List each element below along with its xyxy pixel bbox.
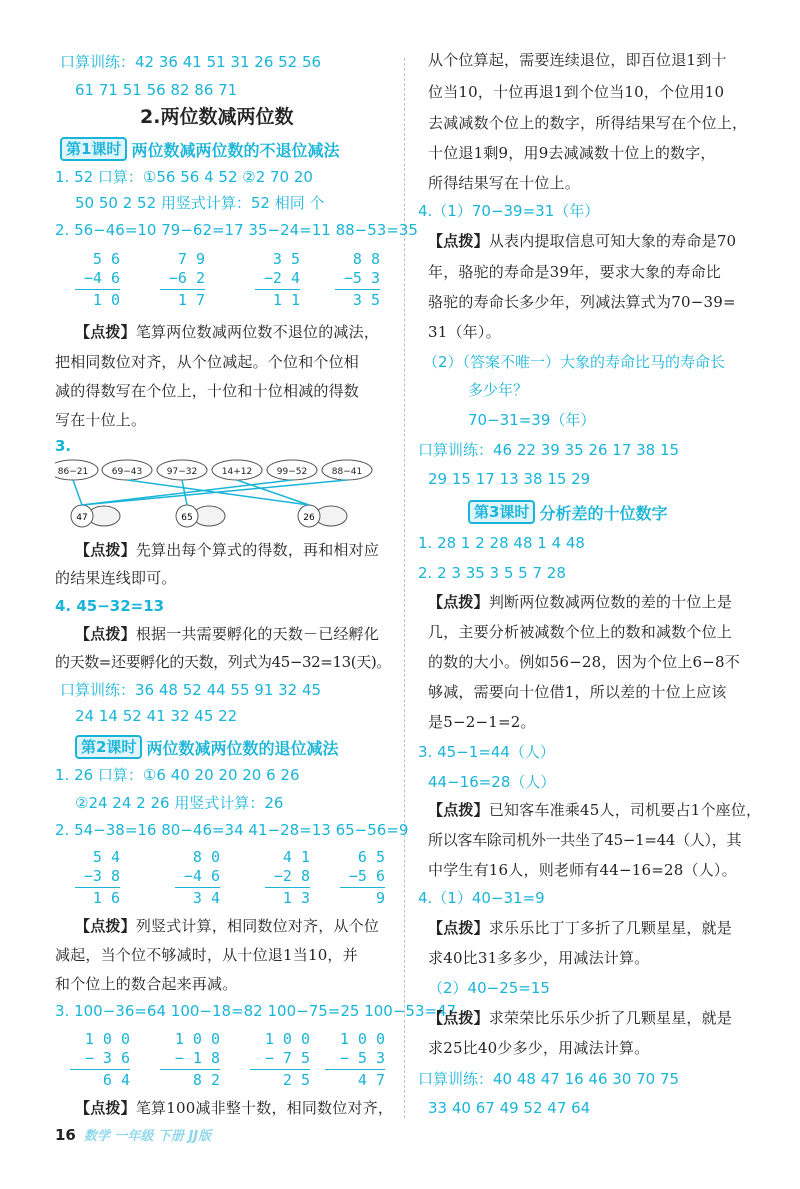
tip-line: 几，主要分析被减数个位上的数和减数个位上 [428, 623, 733, 641]
tip-line: 骆驼的寿命长多少年，列减法算式为70−39= [428, 293, 736, 311]
vertical-calculation [70, 1030, 130, 1090]
result-line [70, 1069, 130, 1070]
answer-line: 44−16=28（人） [428, 773, 556, 791]
answer-line: 1. 52 口算：①56 56 4 52 ②2 70 20 [55, 168, 313, 186]
vertical-row: 3 5 [352, 291, 380, 309]
oral-practice-line: 口算训练：46 22 39 35 26 17 38 15 [418, 441, 680, 459]
vertical-row: 6 4 [102, 1071, 130, 1089]
vertical-row: −4 6 [183, 867, 220, 885]
result-line [160, 289, 205, 290]
result-line [75, 289, 120, 290]
answer-line: ②24 24 2 26 用竖式计算：26 [75, 794, 284, 812]
footer-brand: 数学 一年级 下册 JJ版 [83, 1129, 212, 1144]
result-line [75, 887, 120, 888]
vertical-calculation [325, 1030, 385, 1090]
vertical-row: 1 7 [177, 291, 205, 309]
oral-practice-line: 口算训练：42 36 41 51 31 26 52 56 [60, 53, 322, 71]
tip-line: 是5−2−1=2。 [428, 713, 536, 731]
tip-line: 把相同数位对齐，从个位减起。个位和个位相 [55, 353, 360, 371]
tip-line: 的天数=还要孵化的天数，列式为45−32=13(天)。 [55, 653, 391, 671]
expression-label: 88−41 [331, 467, 363, 477]
result-line [325, 1069, 385, 1070]
tip-line: 【点拨】先算出每个算式的得数，再和相对应 [75, 541, 380, 559]
frog-number: 26 [303, 513, 315, 523]
frog-answer [71, 505, 120, 527]
result-line [255, 289, 300, 290]
vertical-row: 5 6 [92, 250, 120, 268]
tip-line: 写在十位上。 [55, 411, 147, 429]
tip-line: 和个位上的数合起来再减。 [55, 975, 238, 993]
oral-practice-line: 29 15 17 13 38 15 29 [428, 470, 591, 488]
result-line [175, 887, 220, 888]
page-footer [55, 1125, 211, 1144]
answer-line: 1. 28 1 2 28 48 1 4 48 [418, 534, 585, 552]
vertical-row: 8 8 [352, 250, 380, 268]
expression-label: 69−43 [111, 467, 143, 477]
match-line [237, 480, 309, 505]
question-number: 3. [55, 437, 72, 455]
lesson-badge: 第1课时 [60, 137, 127, 161]
answer-line: 2. 54−38=16 80−46=34 41−28=13 65−56=9 [55, 821, 409, 839]
page-number: 16 [55, 1125, 76, 1144]
oral-practice-line: 24 14 52 41 32 45 22 [75, 707, 238, 725]
answer-line: 1. 26 口算：①6 40 20 20 20 6 26 [55, 766, 300, 784]
answer-line: 多少年？ [468, 381, 529, 399]
vertical-row: 8 0 [192, 848, 220, 866]
vertical-row: 1 0 0 [84, 1030, 130, 1048]
frog-answer [298, 505, 347, 527]
tip-line: 的数的大小。例如56−28，因为个位上6−8不 [428, 653, 740, 671]
lesson-header [468, 500, 667, 524]
tip-line: 所以客车除司机外一共坐了45−1=44（人），其 [428, 831, 742, 849]
lesson-header [75, 735, 338, 759]
tip-line: 【点拨】求乐乐比丁丁多折了几颗星星，就是 [428, 919, 733, 937]
tip-line: 求40比31多多少，用减法计算。 [428, 949, 650, 967]
vertical-row: 1 0 0 [339, 1030, 385, 1048]
vertical-row: 1 0 0 [264, 1030, 310, 1048]
vertical-row: −4 6 [83, 269, 120, 287]
tip-tag: 【点拨】 [428, 1009, 489, 1027]
section-title: 2.两位数减两位数 [140, 106, 294, 128]
tip-tag: 【点拨】 [75, 323, 136, 341]
tip-tag: 【点拨】 [428, 232, 489, 250]
vertical-row: 1 0 [92, 291, 120, 309]
vertical-calculation [75, 250, 120, 310]
tip-tag: 【点拨】 [75, 625, 136, 643]
oral-practice-line: 口算训练：36 48 52 44 55 91 32 45 [60, 681, 322, 699]
vertical-row: 4 7 [357, 1071, 385, 1089]
frog-number: 65 [181, 513, 193, 523]
tip-line: 位当10，十位再退1到个位当10，个位用10 [428, 83, 725, 101]
vertical-row: 1 6 [92, 889, 120, 907]
tip-line: 【点拨】笔算100减非整十数，相同数位对齐， [75, 1099, 394, 1117]
result-line [160, 1069, 220, 1070]
vertical-row: −2 4 [263, 269, 300, 287]
vertical-row: −5 6 [348, 867, 385, 885]
vertical-row: −6 2 [168, 269, 205, 287]
answer-line: （2）（答案不唯一）大象的寿命比马的寿命长 [423, 353, 726, 371]
vertical-row: 3 4 [192, 889, 220, 907]
vertical-calculation [160, 1030, 220, 1090]
vertical-row: −2 8 [273, 867, 310, 885]
answer-line: 70−31=39（年） [468, 411, 596, 429]
vertical-calculation [250, 1030, 310, 1090]
tip-line: 减起，当个位不够减时，从十位退1当10，并 [55, 946, 358, 964]
lesson-title: 两位数减两位数的不退位减法 [131, 140, 340, 160]
vertical-row: 4 1 [282, 848, 310, 866]
tip-line: 去减减数个位上的数字，所得结果写在个位上， [428, 114, 748, 132]
vertical-row: 2 5 [282, 1071, 310, 1089]
vertical-row: − 3 6 [84, 1049, 130, 1067]
vertical-calculation [160, 250, 205, 310]
result-line [250, 1069, 310, 1070]
match-line [82, 480, 347, 505]
vertical-row: 1 1 [272, 291, 300, 309]
tip-line: 【点拨】列竖式计算，相同数位对齐，从个位 [75, 917, 380, 935]
oral-practice-line: 口算训练：40 48 47 16 46 30 70 75 [418, 1070, 680, 1088]
tip-line: 年，骆驼的寿命是39年，要求大象的寿命比 [428, 263, 722, 281]
lesson-badge: 第2课时 [75, 735, 142, 759]
tip-line: 【点拨】笔算两位数减两位数不退位的减法， [75, 323, 380, 341]
tip-tag: 【点拨】 [428, 593, 489, 611]
vertical-row: 6 5 [357, 848, 385, 866]
result-line [340, 887, 385, 888]
vertical-row: 1 3 [282, 889, 310, 907]
frog-answer [176, 505, 225, 527]
tip-tag: 【点拨】 [75, 917, 136, 935]
tip-tag: 【点拨】 [428, 919, 489, 937]
vertical-calculation [255, 250, 300, 310]
tip-tag: 【点拨】 [75, 1099, 136, 1117]
tip-line: 十位退1剩9，用9去减减数十位上的数字， [428, 144, 716, 162]
frog-number: 47 [76, 513, 88, 523]
vertical-row: −3 8 [83, 867, 120, 885]
tip-line: 从个位算起，需要连续退位，即百位退1到十 [428, 51, 727, 69]
answer-line: （2）40−25=15 [428, 979, 550, 997]
tip-line: 减的得数写在个位上，十位和十位相减的得数 [55, 382, 360, 400]
vertical-row: − 5 3 [339, 1049, 385, 1067]
vertical-row: 9 [375, 889, 385, 907]
vertical-calculation [335, 250, 380, 310]
tip-tag: 【点拨】 [75, 541, 136, 559]
answer-line: 4.（1）40−31=9 [418, 889, 545, 907]
tip-line: 【点拨】从表内提取信息可知大象的寿命是70 [428, 232, 737, 250]
expression-cloud [322, 460, 372, 480]
vertical-row: − 7 5 [264, 1049, 310, 1067]
vertical-calculation [340, 848, 385, 908]
vertical-row: − 1 8 [174, 1049, 220, 1067]
expression-cloud [212, 460, 262, 480]
vertical-row: −5 3 [343, 269, 380, 287]
answer-line: 3. 45−1=44（人） [418, 743, 555, 761]
lesson-badge: 第3课时 [468, 500, 535, 524]
expression-cloud [267, 460, 317, 480]
vertical-row: 5 4 [92, 848, 120, 866]
oral-practice-line: 33 40 67 49 52 47 64 [428, 1099, 591, 1117]
tip-line: 【点拨】求荣荣比乐乐少折了几颗星星，就是 [428, 1009, 733, 1027]
column-divider [404, 58, 405, 1118]
result-line [265, 887, 310, 888]
tip-line: 所得结果写在十位上。 [428, 174, 581, 192]
tip-tag: 【点拨】 [428, 801, 489, 819]
expression-label: 99−52 [276, 467, 308, 477]
tip-line: 的结果连线即可。 [55, 569, 177, 587]
match-line [73, 480, 82, 505]
tip-line: 31（年）。 [428, 323, 501, 341]
answer-line: 50 50 2 52 用竖式计算：52 相同 个 [75, 194, 325, 212]
lesson-title: 两位数减两位数的退位减法 [146, 738, 339, 758]
tip-line: 中学生有16人，则老师有44−16=28（人）。 [428, 861, 737, 879]
expression-cloud [55, 460, 98, 480]
answer-line: 2. 2 3 35 3 5 5 7 28 [418, 564, 566, 582]
answer-line: 4. 45−32=13 [55, 597, 165, 615]
vertical-calculation [175, 848, 220, 908]
vertical-calculation [265, 848, 310, 908]
expression-label: 86−21 [57, 467, 89, 477]
lesson-header [60, 137, 339, 161]
vertical-row: 3 5 [272, 250, 300, 268]
lesson-title: 分析差的十位数字 [539, 503, 668, 523]
result-line [335, 289, 380, 290]
tip-line: 【点拨】根据一共需要孵化的天数－已经孵化 [75, 625, 380, 643]
expression-cloud [102, 460, 152, 480]
answer-line: 2. 56−46=10 79−62=17 35−24=11 88−53=35 [55, 221, 418, 239]
vertical-row: 7 9 [177, 250, 205, 268]
vertical-row: 8 2 [192, 1071, 220, 1089]
vertical-row: 1 0 0 [174, 1030, 220, 1048]
matching-illustration [55, 458, 385, 533]
answer-line: 4.（1）70−39=31（年） [418, 202, 600, 220]
tip-line: 【点拨】已知客车准乘45人，司机要占1个座位， [428, 801, 762, 819]
expression-label: 97−32 [166, 467, 198, 477]
vertical-calculation [75, 848, 120, 908]
tip-line: 【点拨】判断两位数减两位数的差的十位上是 [428, 593, 733, 611]
expression-cloud [157, 460, 207, 480]
oral-practice-line: 61 71 51 56 82 86 71 [75, 81, 238, 99]
tip-line: 求25比40少多少，用减法计算。 [428, 1039, 650, 1057]
answer-line: 3. 100−36=64 100−18=82 100−75=25 100−53=47 [55, 1002, 457, 1020]
tip-line: 够减，需要向十位借1，所以差的十位上应该 [428, 683, 727, 701]
expression-label: 14+12 [221, 467, 253, 477]
